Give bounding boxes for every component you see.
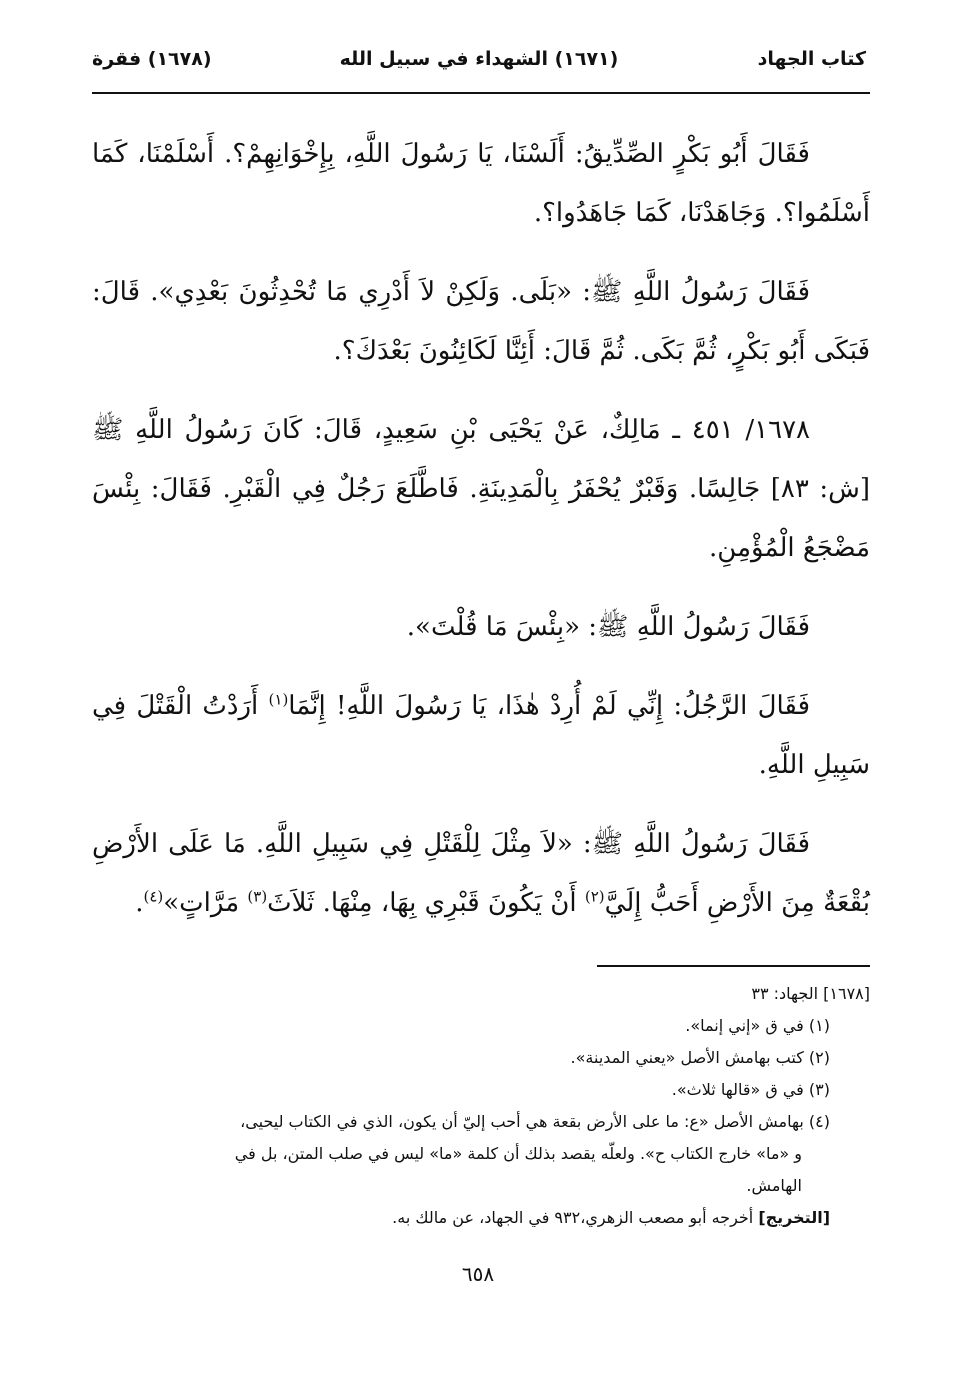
takhrij-text: أخرجه أبو مصعب الزهري،٩٣٢ في الجهاد، عن مالك به. xyxy=(392,1208,759,1227)
paragraph-reference: (١٦٧٨) فقرة xyxy=(92,48,212,70)
paragraph-6 xyxy=(92,815,870,933)
footnote-1: (١) في ق «إني إنما». xyxy=(685,1016,830,1035)
footnote-divider xyxy=(597,965,870,967)
paragraph-6-text-c: مَرَّاتٍ» xyxy=(163,888,248,918)
footnote-4-continued: و «ما» خارج الكتاب ح». ولعلّه يقصد بذلك أن كلمة «ما» ليس في صلب المتن، بل في xyxy=(234,1144,802,1163)
book-title: كتاب الجهاد xyxy=(757,48,866,70)
page-header xyxy=(92,40,866,90)
footnote-ref-4: (٤) xyxy=(143,887,164,906)
page-number: ٦٥٨ xyxy=(461,1262,495,1286)
footnote-3: (٣) في ق «قالها ثلاث». xyxy=(671,1080,830,1099)
footnote-4: (٤) بهامش الأصل «ع: ما على الأرض بقعة هي أحب إليّ أن يكون، الذي في الكتاب ليحيى، xyxy=(240,1112,830,1131)
header-divider xyxy=(92,92,870,94)
paragraph-6-text-d: . xyxy=(135,888,144,918)
main-text xyxy=(92,125,870,953)
footnote-ref-2: (٢) xyxy=(584,887,605,906)
takhrij-label: [التخريج] xyxy=(758,1208,830,1227)
paragraph-5-text-b: أَرَدْتُ الْقَتْلَ فِي سَبِيلِ اللَّهِ. xyxy=(92,691,870,780)
paragraph-5 xyxy=(92,677,870,795)
paragraph-6-text-b: أَنْ يَكُونَ قَبْرِي بِهَا، مِنْهَا. ثَلاَثَ xyxy=(267,888,585,918)
paragraph-2: فَقَالَ رَسُولُ اللَّهِ ﷺ: «بَلَى. وَلَكِنْ لاَ أَدْرِي مَا تُحْدِثُونَ بَعْدِي». قَالَ: فَبَكَى أَبُو بَكْرٍ، ثُمَّ بَكَى. ثُمَّ قَالَ: أَئِنَّا لَكَائِنُونَ بَعْدَكَ؟. xyxy=(92,277,870,366)
paragraph-1: فَقَالَ أَبُو بَكْرٍ الصِّدِّيقُ: أَلَسْنَا، يَا رَسُولَ اللَّهِ، بِإِخْوَانِهِمْ؟. أَسْلَمْنَا، كَمَا أَسْلَمُوا؟. وَجَاهَدْنَا، كَمَا جَاهَدُوا؟. xyxy=(92,139,870,228)
hadith-1678: ١٦٧٨/ ٤٥١ ـ مَالِكٌ، عَنْ يَحْيَى بْنِ سَعِيدٍ، قَالَ: كَانَ رَسُولُ اللَّهِ ﷺ [ش: ٨٣] جَالِسًا. وَقَبْرٌ يُحْفَرُ بِالْمَدِينَةِ. فَاطَّلَعَ رَجُلٌ فِي الْقَبْرِ. فَقَالَ: بِئْسَ مَضْجَعُ الْمُؤْمِنِ. xyxy=(92,415,871,563)
paragraph-4: فَقَالَ رَسُولُ اللَّهِ ﷺ: «بِئْسَ مَا قُلْتَ». xyxy=(406,612,810,642)
footnote-source: [١٦٧٨] الجهاد: ٣٣ xyxy=(751,984,870,1003)
takhrij xyxy=(92,1202,870,1234)
paragraph-6-text-a: فَقَالَ رَسُولُ اللَّهِ ﷺ: «لاَ مِثْلَ لِلْقَتْلِ فِي سَبِيلِ اللَّهِ. مَا عَلَى الأَرْضِ بُقْعَةٌ مِنَ الأَرْضِ أَحَبُّ إِلَيَّ xyxy=(92,829,870,918)
footnote-2: (٢) كتب بهامش الأصل «يعني المدينة». xyxy=(570,1048,830,1067)
chapter-title: (١٦٧١) الشهداء في سبيل الله xyxy=(339,48,619,70)
footnote-4-end: الهامش. xyxy=(746,1176,802,1195)
footnote-ref-1: (١) xyxy=(268,690,289,709)
footnote-ref-3: (٣) xyxy=(247,887,268,906)
footnotes xyxy=(92,978,870,1234)
paragraph-5-text-a: فَقَالَ الرَّجُلُ: إِنِّي لَمْ أُرِدْ هٰذَا، يَا رَسُولَ اللَّهِ! إِنَّمَا xyxy=(288,691,810,721)
